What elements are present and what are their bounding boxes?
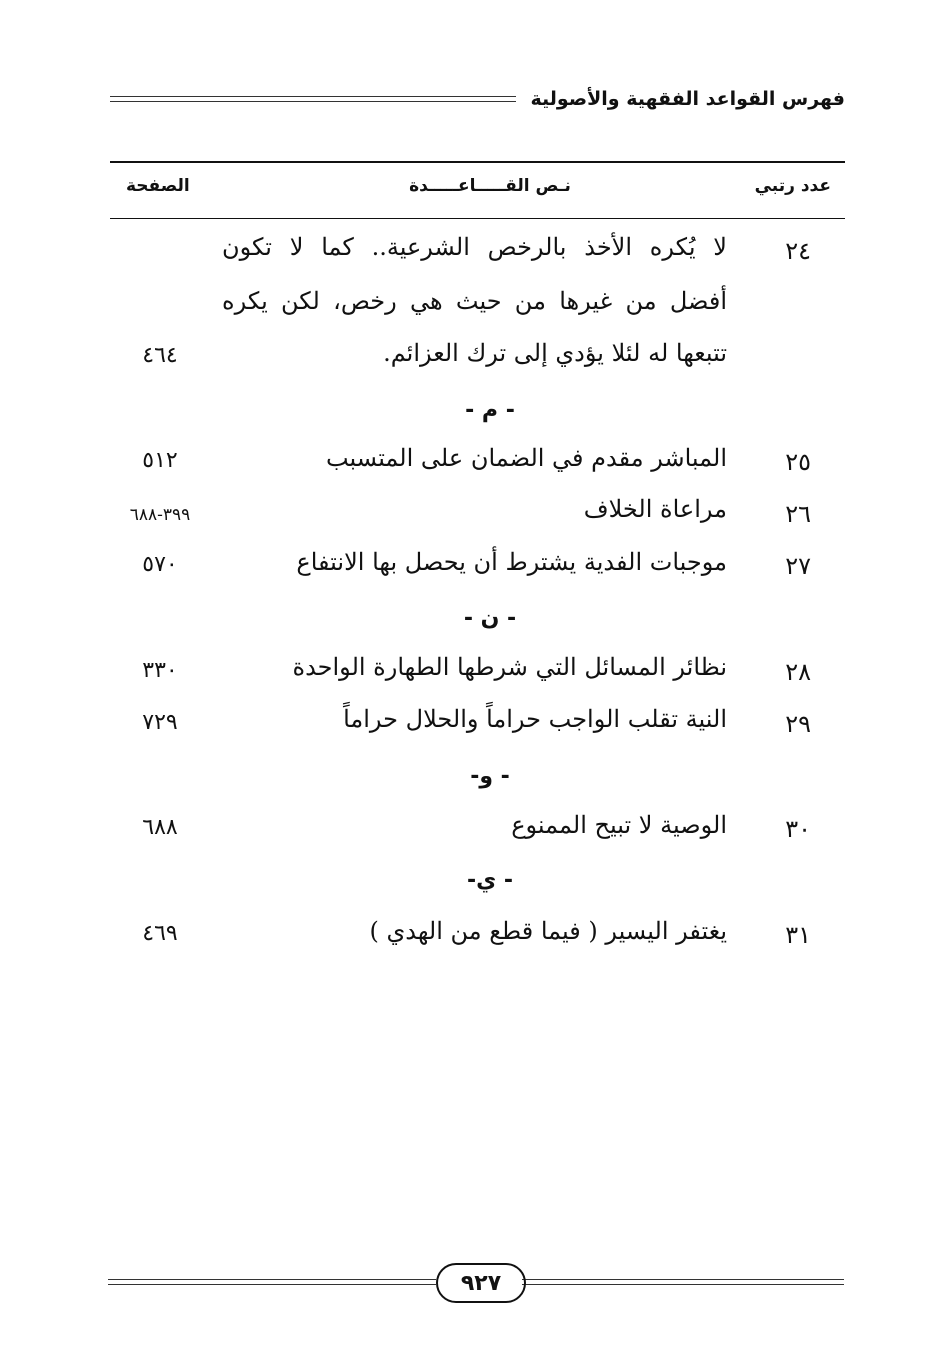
section-letter: - ن - xyxy=(463,606,517,631)
section-letter: - م - xyxy=(465,398,515,423)
entry-text-line: الوصية لا تبيح الممنوع xyxy=(511,811,727,839)
column-header-text: نـص القـــــاعـــــدة xyxy=(409,176,571,196)
section-letter: - و- xyxy=(470,764,510,789)
entry-page: ٣٩٩-٦٨٨ xyxy=(129,505,191,525)
running-header xyxy=(110,82,845,116)
entry-text-line: يغتفر اليسير ( فيما قطع من الهدي ) xyxy=(369,917,727,945)
entry-text-line: أفضل من غيرها من حيث هي رخص، لكن يكره xyxy=(222,287,727,315)
page-number: ٩٢٧ xyxy=(460,1270,502,1296)
column-header-page: الصفحة xyxy=(126,176,190,196)
column-header-number: عدد رتبي xyxy=(754,176,831,196)
entry-text-line: لا يُكره الأخذ بالرخص الشرعية.. كما لا تكون xyxy=(222,233,727,261)
page-number-badge xyxy=(436,1263,526,1303)
entry-number: ٢٦ xyxy=(785,500,811,528)
header-rule xyxy=(110,96,516,102)
entry-number: ٣١ xyxy=(785,921,811,949)
entry-text-line: مراعاة الخلاف xyxy=(583,495,727,523)
entry-page: ٥٧٠ xyxy=(142,552,178,577)
footer-rule-right xyxy=(522,1279,844,1285)
entry-page: ٤٦٩ xyxy=(142,921,178,946)
entry-page: ٥١٢ xyxy=(142,448,178,473)
entry-page: ٤٦٤ xyxy=(142,343,178,368)
section-letter: - ي- xyxy=(466,868,514,893)
entry-text-line: المباشر مقدم في الضمان على المتسبب xyxy=(325,444,727,472)
entry-number: ٢٩ xyxy=(785,710,811,738)
entry-text-line: النية تقلب الواجب حراماً والحلال حراماً xyxy=(343,705,727,733)
entry-page: ٦٨٨ xyxy=(142,815,178,840)
footer-rule-left xyxy=(108,1279,436,1285)
entry-number: ٢٧ xyxy=(785,552,811,580)
entry-page: ٣٣٠ xyxy=(142,658,178,683)
entry-page: ٧٢٩ xyxy=(142,710,178,735)
entry-number: ٢٤ xyxy=(785,237,811,265)
entry-number: ٢٥ xyxy=(785,448,811,476)
entry-text-line: موجبات الفدية يشترط أن يحصل بها الانتفاع xyxy=(296,548,727,576)
entry-text-line: نظائر المسائل التي شرطها الطهارة الواحدة xyxy=(292,653,727,681)
entry-number: ٢٨ xyxy=(785,658,811,686)
entry-number: ٣٠ xyxy=(785,815,811,843)
table-top-rule xyxy=(110,161,845,163)
header-title: فهرس القواعد الفقهية والأصولية xyxy=(530,88,845,110)
table-header-rule xyxy=(110,218,845,219)
entry-text-line: تتبعها له لئلا يؤدي إلى ترك العزائم. xyxy=(383,339,727,367)
